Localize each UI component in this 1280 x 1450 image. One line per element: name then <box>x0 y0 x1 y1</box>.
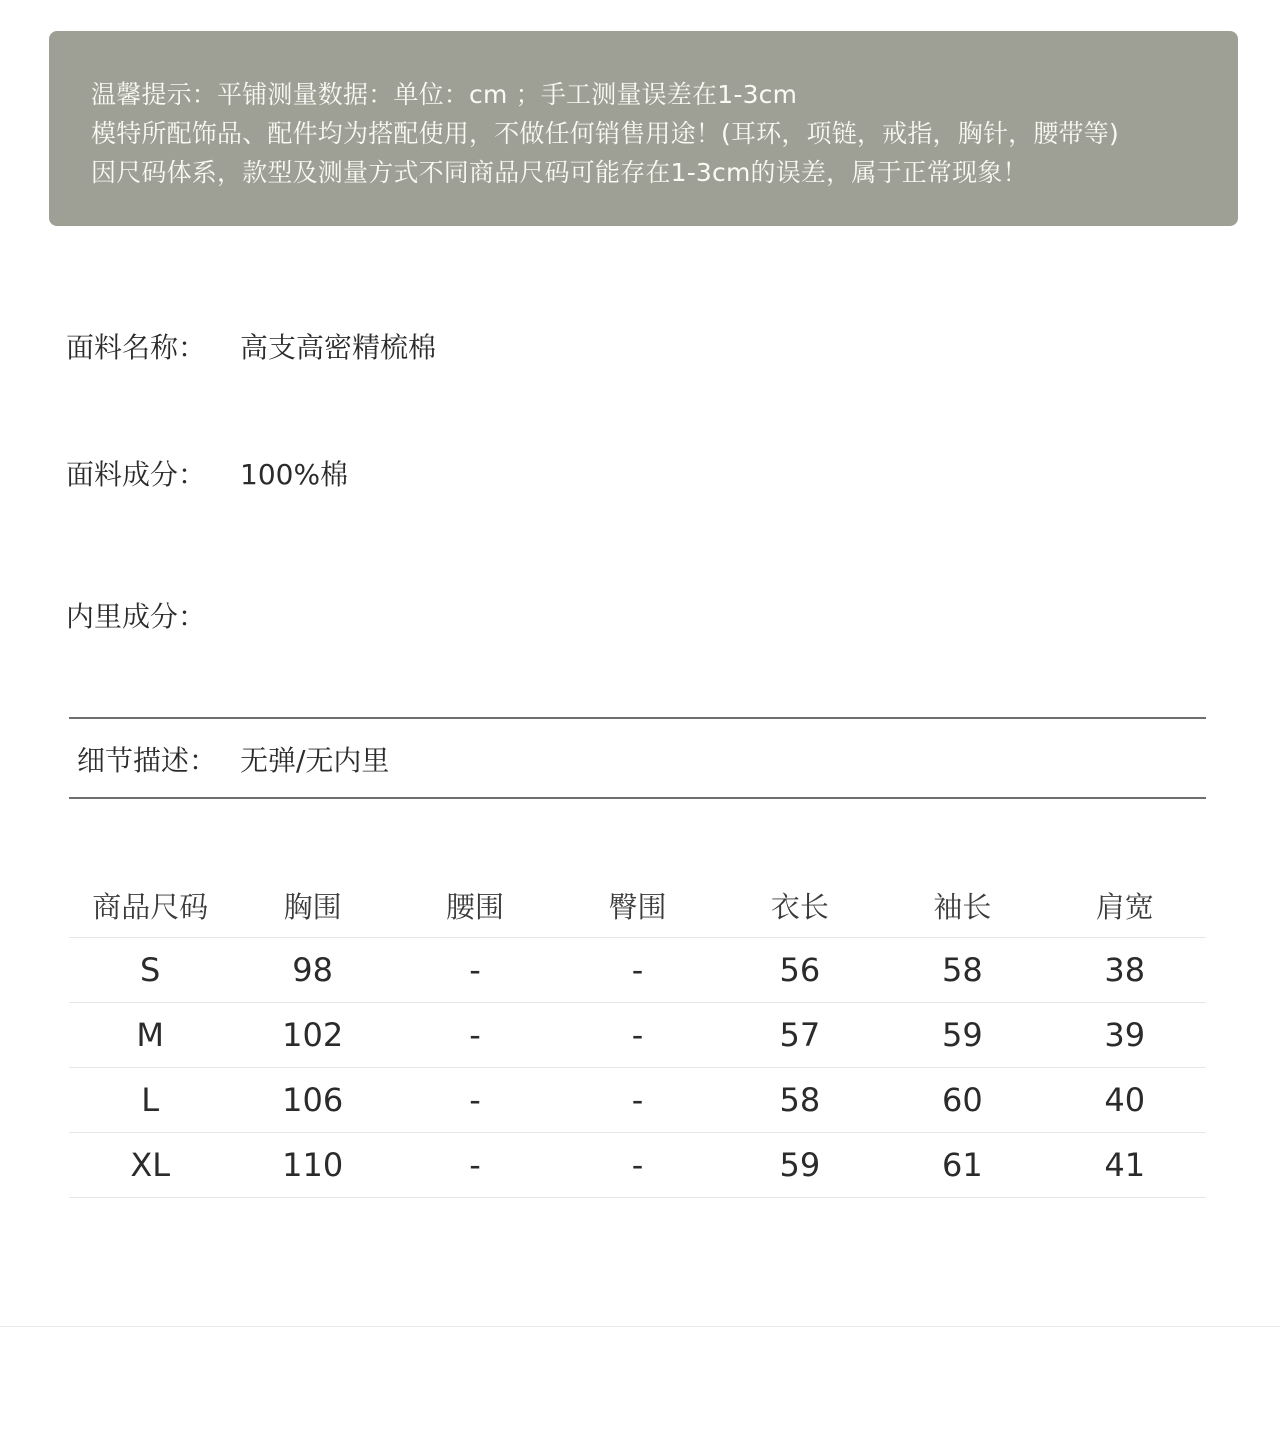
size-table-header-row <box>69 873 1206 938</box>
cell-shoulder: 38 <box>1104 951 1146 989</box>
cell-size: S <box>140 951 161 989</box>
table-row <box>69 938 1206 1003</box>
cell-waist: - <box>469 1146 481 1184</box>
tips-line-size-error: 因尺码体系，款型及测量方式不同商品尺码可能存在1-3cm的误差，属于正常现象！ <box>91 158 1028 187</box>
table-row <box>69 1133 1206 1198</box>
tips-line-accessories: 模特所配饰品、配件均为搭配使用，不做任何销售用途！(耳环，项链，戒指，胸针，腰带等) <box>91 119 1119 148</box>
cell-waist: - <box>469 1016 481 1054</box>
table-row <box>69 1003 1206 1068</box>
cell-size: XL <box>130 1146 171 1184</box>
cell-sleeve: 58 <box>941 951 983 989</box>
cell-sleeve: 61 <box>941 1146 983 1184</box>
header-size: 商品尺码 <box>92 889 209 924</box>
detail-description-label: 细节描述： <box>77 744 218 777</box>
header-waist: 腰围 <box>446 889 505 924</box>
cell-shoulder: 41 <box>1104 1146 1146 1184</box>
cell-sleeve: 59 <box>941 1016 983 1054</box>
cell-hip: - <box>631 951 644 989</box>
tips-banner <box>49 31 1238 226</box>
cell-length: 59 <box>779 1146 821 1184</box>
tips-line-measurement: 温馨提示：平铺测量数据：单位：cm ；手工测量误差在1-3cm <box>91 80 798 109</box>
table-row <box>69 1068 1206 1133</box>
header-shoulder: 肩宽 <box>1095 889 1154 924</box>
fabric-composition-label: 面料成分： <box>66 458 207 491</box>
cell-chest: 110 <box>282 1146 344 1184</box>
header-length: 衣长 <box>770 889 829 924</box>
header-hip: 臀围 <box>608 889 667 924</box>
cell-length: 56 <box>779 951 821 989</box>
cell-hip: - <box>631 1146 644 1184</box>
detail-description-value: 无弹/无内里 <box>240 744 390 777</box>
cell-sleeve: 60 <box>941 1081 983 1119</box>
cell-shoulder: 40 <box>1104 1081 1146 1119</box>
detail-bottom-divider <box>69 797 1206 799</box>
cell-hip: - <box>631 1016 644 1054</box>
fabric-name-label: 面料名称： <box>66 331 207 364</box>
cell-size: M <box>136 1016 165 1054</box>
cell-waist: - <box>469 951 481 989</box>
cell-length: 58 <box>779 1081 821 1119</box>
fabric-composition-value: 100%棉 <box>240 458 349 491</box>
page-bottom-divider <box>0 1326 1280 1327</box>
cell-waist: - <box>469 1081 481 1119</box>
header-chest: 胸围 <box>283 889 342 924</box>
cell-chest: 106 <box>282 1081 344 1119</box>
cell-shoulder: 39 <box>1104 1016 1146 1054</box>
header-sleeve: 袖长 <box>933 889 992 924</box>
cell-size: L <box>141 1081 160 1119</box>
fabric-name-value: 高支高密精梳棉 <box>240 331 437 364</box>
lining-composition-label: 内里成分： <box>66 600 207 633</box>
size-chart-table <box>69 873 1206 1198</box>
cell-length: 57 <box>779 1016 821 1054</box>
detail-top-divider <box>69 717 1206 719</box>
cell-chest: 98 <box>292 951 333 989</box>
cell-chest: 102 <box>282 1016 344 1054</box>
cell-hip: - <box>631 1081 644 1119</box>
